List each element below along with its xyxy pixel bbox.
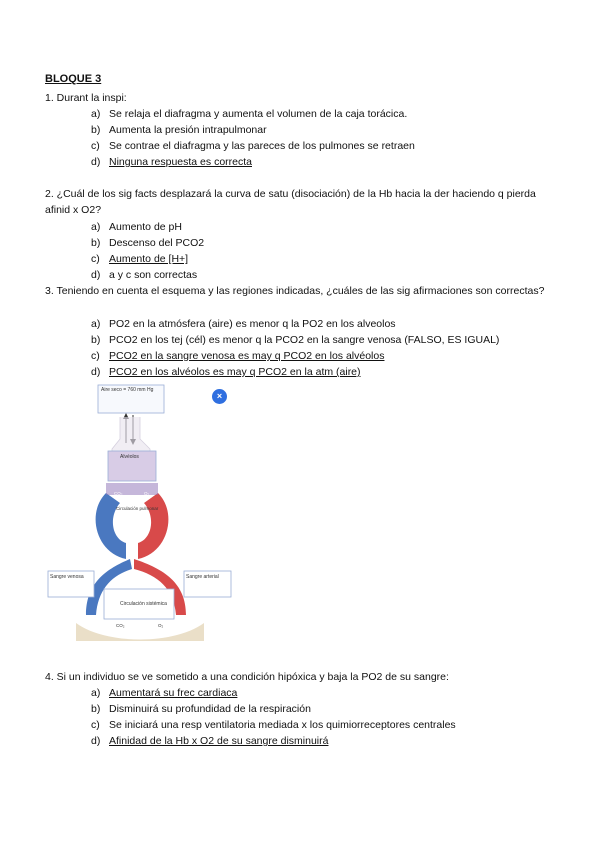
question-2: 2. ¿Cuál de los sig facts desplazará la curva de satu (disociación) de la Hb hacia la der haciendo q pierda afinid x O2? <box>45 188 536 216</box>
block-title: BLOQUE 3 <box>45 73 102 85</box>
option-text: Se contrae el diafragma y las pareces de los pulmones se retraen <box>109 140 415 152</box>
option-text: a y c son correctas <box>109 269 198 281</box>
question-4: 4. Si un individuo se ve sometido a una condición hipóxica y baja la PO2 de su sangre: <box>45 671 449 683</box>
option-3b <box>91 332 499 348</box>
option-text: PCO2 en los tej (cél) es menor q la PCO2 en la sangre venosa (FALSO, ES IGUAL) <box>109 334 500 346</box>
option-letter: a) <box>91 221 101 233</box>
option-text: Aumenta la presión intrapulmonar <box>109 124 267 136</box>
option-text: Descenso del PCO2 <box>109 237 205 249</box>
option-text: Ninguna respuesta es correcta <box>109 156 252 168</box>
systemic-label: Circulación sistémica <box>120 601 167 607</box>
option-letter: c) <box>91 140 100 152</box>
option-1b <box>91 122 267 138</box>
option-text: Aumentará su frec cardiaca <box>109 687 238 699</box>
co2-label-bottom: CO₂ <box>116 623 125 628</box>
option-text: Disminuirá su profundidad de la respiración <box>109 703 311 715</box>
o2-label-top: O₂ <box>144 491 150 496</box>
option-text: Se iniciará una resp ventilatoria mediada x los quimiorreceptores centrales <box>109 719 456 731</box>
alveoli-label: Alvéolos <box>120 454 139 460</box>
option-text: PO2 en la atmósfera (aire) es menor q la PO2 en los alveolos <box>109 318 396 330</box>
close-icon[interactable]: × <box>212 389 227 404</box>
option-text: Aumento de pH <box>109 221 182 233</box>
venous-label: Sangre venosa <box>50 574 84 580</box>
pulmonary-label: Circulación pulmonar <box>116 506 159 511</box>
option-3c <box>91 348 384 364</box>
option-4a <box>91 685 237 701</box>
option-text: PCO2 en los alvéolos es may q PCO2 en la atm (aire) <box>109 366 361 378</box>
co2-label-top: CO₂ <box>114 491 123 496</box>
option-letter: d) <box>91 269 101 281</box>
option-4d <box>91 733 328 749</box>
option-2b <box>91 235 204 251</box>
option-letter: c) <box>91 253 100 265</box>
option-3a <box>91 316 396 332</box>
option-letter: d) <box>91 366 101 378</box>
option-2c <box>91 251 188 267</box>
option-letter: c) <box>91 719 100 731</box>
option-letter: b) <box>91 124 101 136</box>
option-letter: a) <box>91 318 101 330</box>
o2-label-bottom: O₂ <box>158 623 164 628</box>
arterial-label: Sangre arterial <box>186 574 219 580</box>
option-text: Se relaja el diafragma y aumenta el volumen de la caja torácica. <box>109 108 408 120</box>
option-letter: a) <box>91 108 101 120</box>
option-text: PCO2 en la sangre venosa es may q PCO2 en los alvéolos <box>109 350 385 362</box>
option-3d <box>91 364 361 380</box>
option-letter: d) <box>91 156 101 168</box>
question-1: 1. Durant la inspi: <box>45 92 127 104</box>
option-1c <box>91 138 415 154</box>
option-4b <box>91 701 311 717</box>
option-letter: b) <box>91 703 101 715</box>
option-2a <box>91 219 182 235</box>
option-2d <box>91 267 197 283</box>
option-letter: c) <box>91 350 100 362</box>
question-3: 3. Teniendo en cuenta el esquema y las regiones indicadas, ¿cuáles de las sig afirmaciones son correctas? <box>45 285 545 297</box>
option-1d <box>91 154 252 170</box>
respiration-diagram <box>46 383 233 647</box>
option-4c <box>91 717 456 733</box>
option-text: Afinidad de la Hb x O2 de su sangre disminuirá <box>109 735 329 747</box>
option-letter: a) <box>91 687 101 699</box>
option-letter: d) <box>91 735 101 747</box>
air-label: Aire seco = 760 mm Hg <box>101 387 154 393</box>
option-text: Aumento de [H+] <box>109 253 189 265</box>
option-letter: b) <box>91 334 101 346</box>
option-letter: b) <box>91 237 101 249</box>
option-1a <box>91 106 407 122</box>
